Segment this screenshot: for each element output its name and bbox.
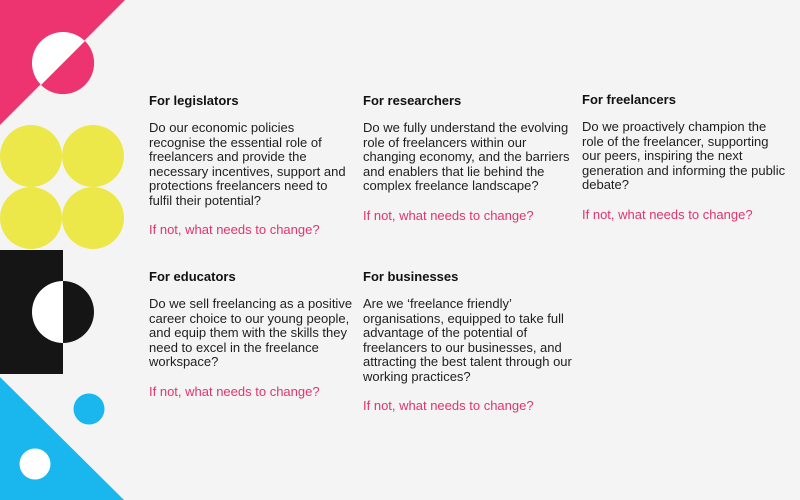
card-title: For businesses: [363, 269, 459, 284]
card-businesses: [363, 269, 581, 413]
yellow-dot-2: [62, 125, 124, 187]
yellow-dot-1: [0, 125, 62, 187]
blue-dot: [74, 394, 105, 425]
yellow-dot-3: [0, 187, 62, 249]
card-question: Do we sell freelancing as a positive career choice to our young people, and equip them with the skills they need to excel in the freelance workspace?: [149, 296, 353, 369]
card-question: Do our economic policies recognise the essential role of freelancers and provide the necessary incentives, support and protections freelancers need to fulfil their potential?: [149, 120, 346, 208]
card-question: Do we fully understand the evolving role of freelancers within our changing economy, and the barriers and enablers that lie behind the complex freelance landscape?: [363, 120, 570, 193]
card-title: For legislators: [149, 93, 239, 108]
card-educators: [149, 269, 354, 399]
card-call-to-action: If not, what needs to change?: [582, 206, 753, 222]
card-title: For researchers: [363, 93, 462, 108]
white-dot-on-blue: [20, 449, 51, 480]
yellow-dot-4: [62, 187, 124, 249]
card-call-to-action: If not, what needs to change?: [149, 222, 320, 237]
blue-triangle-shape: [0, 377, 124, 500]
card-question: Do we proactively champion the role of the freelancer, supporting our peers, inspiring the next generation and informing the public debate?: [582, 119, 786, 192]
card-question: Are we ‘freelance friendly’ organisations, equipped to take full advantage of the potential of freelancers to our businesses, and attracting the best talent through our working practices?: [363, 296, 572, 384]
card-legislators: [149, 93, 354, 237]
card-freelancers: [582, 92, 787, 222]
card-researchers: [363, 93, 573, 223]
card-call-to-action: If not, what needs to change?: [149, 383, 320, 399]
decorative-shapes: [0, 0, 130, 500]
card-title: For freelancers: [582, 92, 676, 107]
card-call-to-action: If not, what needs to change?: [363, 207, 534, 223]
card-call-to-action: If not, what needs to change?: [363, 398, 534, 413]
black-half-circle: [63, 281, 94, 343]
card-title: For educators: [149, 269, 236, 284]
